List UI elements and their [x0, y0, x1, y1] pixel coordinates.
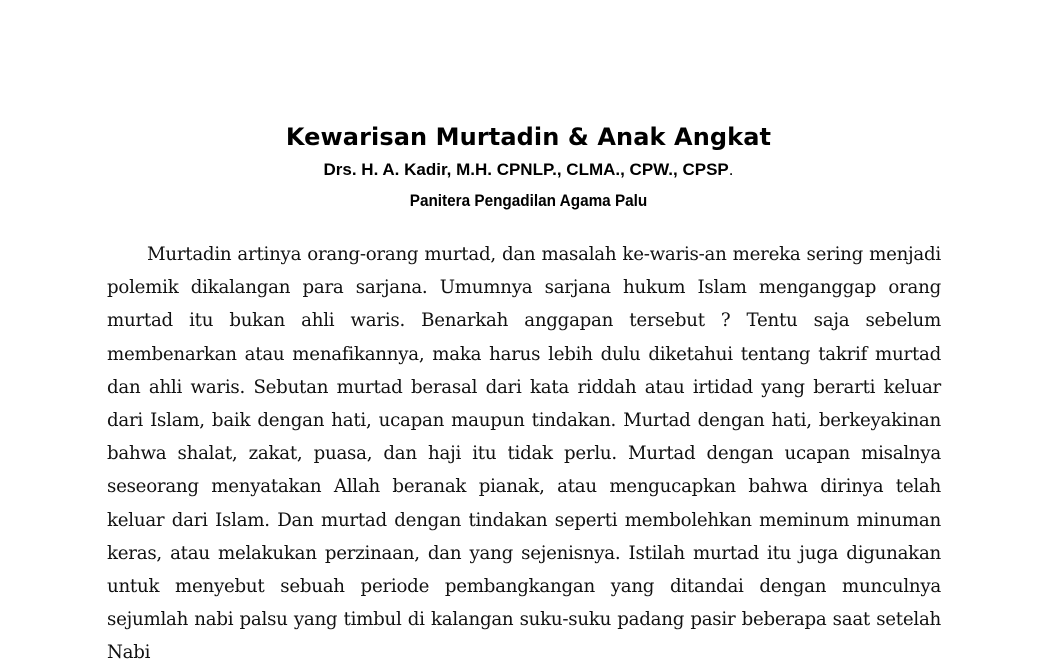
- author-trailing-period: .: [728, 160, 734, 179]
- document-affiliation: Panitera Pengadilan Agama Palu: [409, 191, 648, 210]
- document-title: Kewarisan Murtadin & Anak Angkat: [285, 123, 772, 151]
- author-name: Drs. H. A. Kadir, M.H. CPNLP., CLMA., CPW., CPSP: [323, 160, 729, 179]
- document-body: [107, 238, 941, 670]
- body-paragraph: Murtadin artinya orang-orang murtad, dan masalah ke-waris-an mereka sering menjadi polemik dikalangan para sarjana. Umumnya sarjana hukum Islam menganggap orang murtad itu bukan ahli waris. Benarkah anggapan tersebut ? Tentu saja sebelum membenarkan atau menafikannya, maka harus lebih dulu diketahui tentang takrif murtad dan ahli waris. Sebutan murtad berasal dari kata riddah atau irtidad yang berarti keluar dari Islam, baik dengan hati, ucapan maupun tindakan. Murtad dengan hati, berkeyakinan bahwa shalat, zakat, puasa, dan haji itu tidak perlu. Murtad dengan ucapan misalnya seseorang menyatakan Allah beranak pianak, atau mengucapkan bahwa dirinya telah keluar dari Islam. Dan murtad dengan tindakan seperti membolehkan meminum minuman keras, atau melakukan perzinaan, dan yang sejenisnya. Istilah murtad itu juga digunakan untuk menyebut sebuah periode pembangkangan yang ditandai dengan munculnya sejumlah nabi palsu yang timbul di kalangan suku-suku padang pasir beberapa saat setelah Nabi: [107, 244, 941, 664]
- document-author: [0, 158, 1057, 182]
